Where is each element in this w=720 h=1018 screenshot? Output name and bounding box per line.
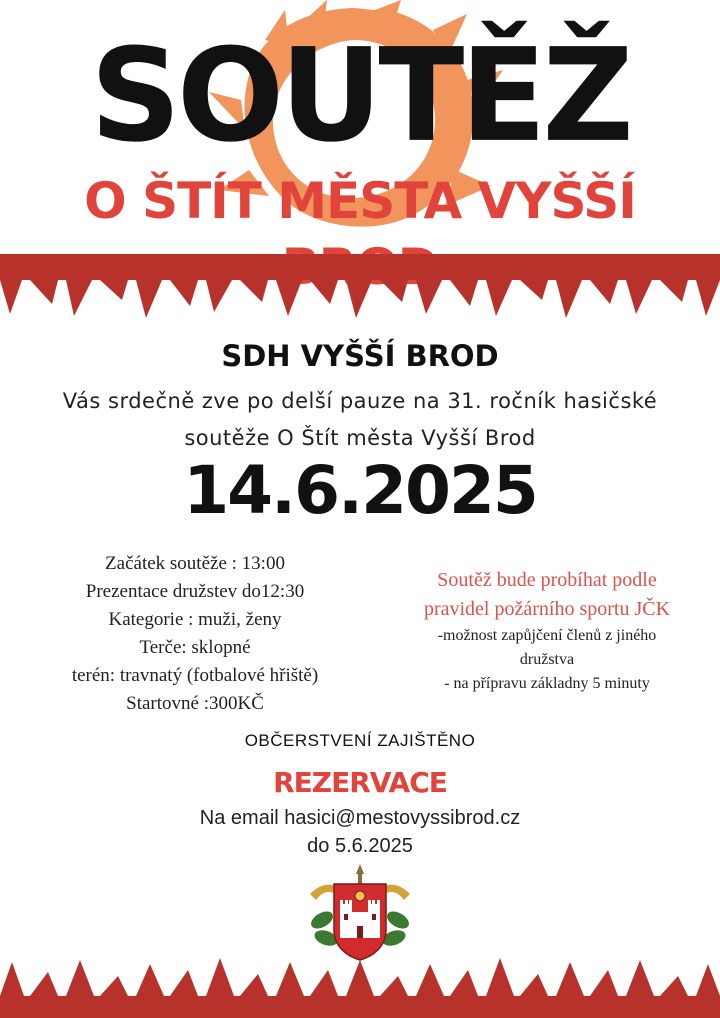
detail-entry-fee: Startovné :300KČ	[126, 693, 264, 714]
event-details	[40, 550, 350, 718]
refreshment-notice: OBČERSTVENÍ ZAJIŠTĚNO	[244, 731, 476, 750]
event-date: 14.6.2025	[183, 452, 537, 529]
rules-note-preparation: - na přípravu základny 5 minuty	[444, 675, 650, 692]
town-coat-of-arms-icon	[300, 864, 420, 964]
invitation-line-2: soutěže O Štít města Vyšší Brod	[184, 426, 536, 450]
detail-registration: Prezentace družstev do12:30	[85, 581, 305, 602]
reservation-deadline: do 5.6.2025	[307, 835, 413, 857]
page-title: SOUTĚŽ	[90, 20, 630, 171]
detail-targets: Terče: sklopné	[139, 637, 251, 658]
detail-category: Kategorie : muži, ženy	[108, 609, 282, 630]
flame-band-bottom	[0, 958, 720, 1018]
organizer-name: SDH VYŠŠÍ BROD	[221, 339, 499, 373]
detail-terrain: terén: travnatý (fotbalové hřiště)	[71, 665, 319, 686]
rules-note-borrowing: -možnost zapůjčení členů z jiného	[437, 627, 657, 644]
invitation-line-1: Vás srdečně zve po delší pauze na 31. ročník hasičské	[62, 389, 658, 413]
reservation-heading: REZERVACE	[273, 766, 447, 799]
rules-heading-line-1: Soutěž bude probíhat podle	[437, 569, 657, 591]
rules-heading-line-2: pravidel požárního sportu JČK	[423, 598, 671, 620]
competition-rules	[392, 566, 702, 696]
reservation-email[interactable]: Na email hasici@mestovyssibrod.cz	[199, 807, 521, 829]
rules-note-borrowing-cont: družstva	[519, 651, 575, 668]
flame-band-top	[0, 254, 720, 320]
page-subtitle: O ŠTÍT MĚSTA VYŠŠÍ	[84, 172, 636, 230]
detail-start-time: Začátek soutěže : 13:00	[105, 553, 285, 574]
